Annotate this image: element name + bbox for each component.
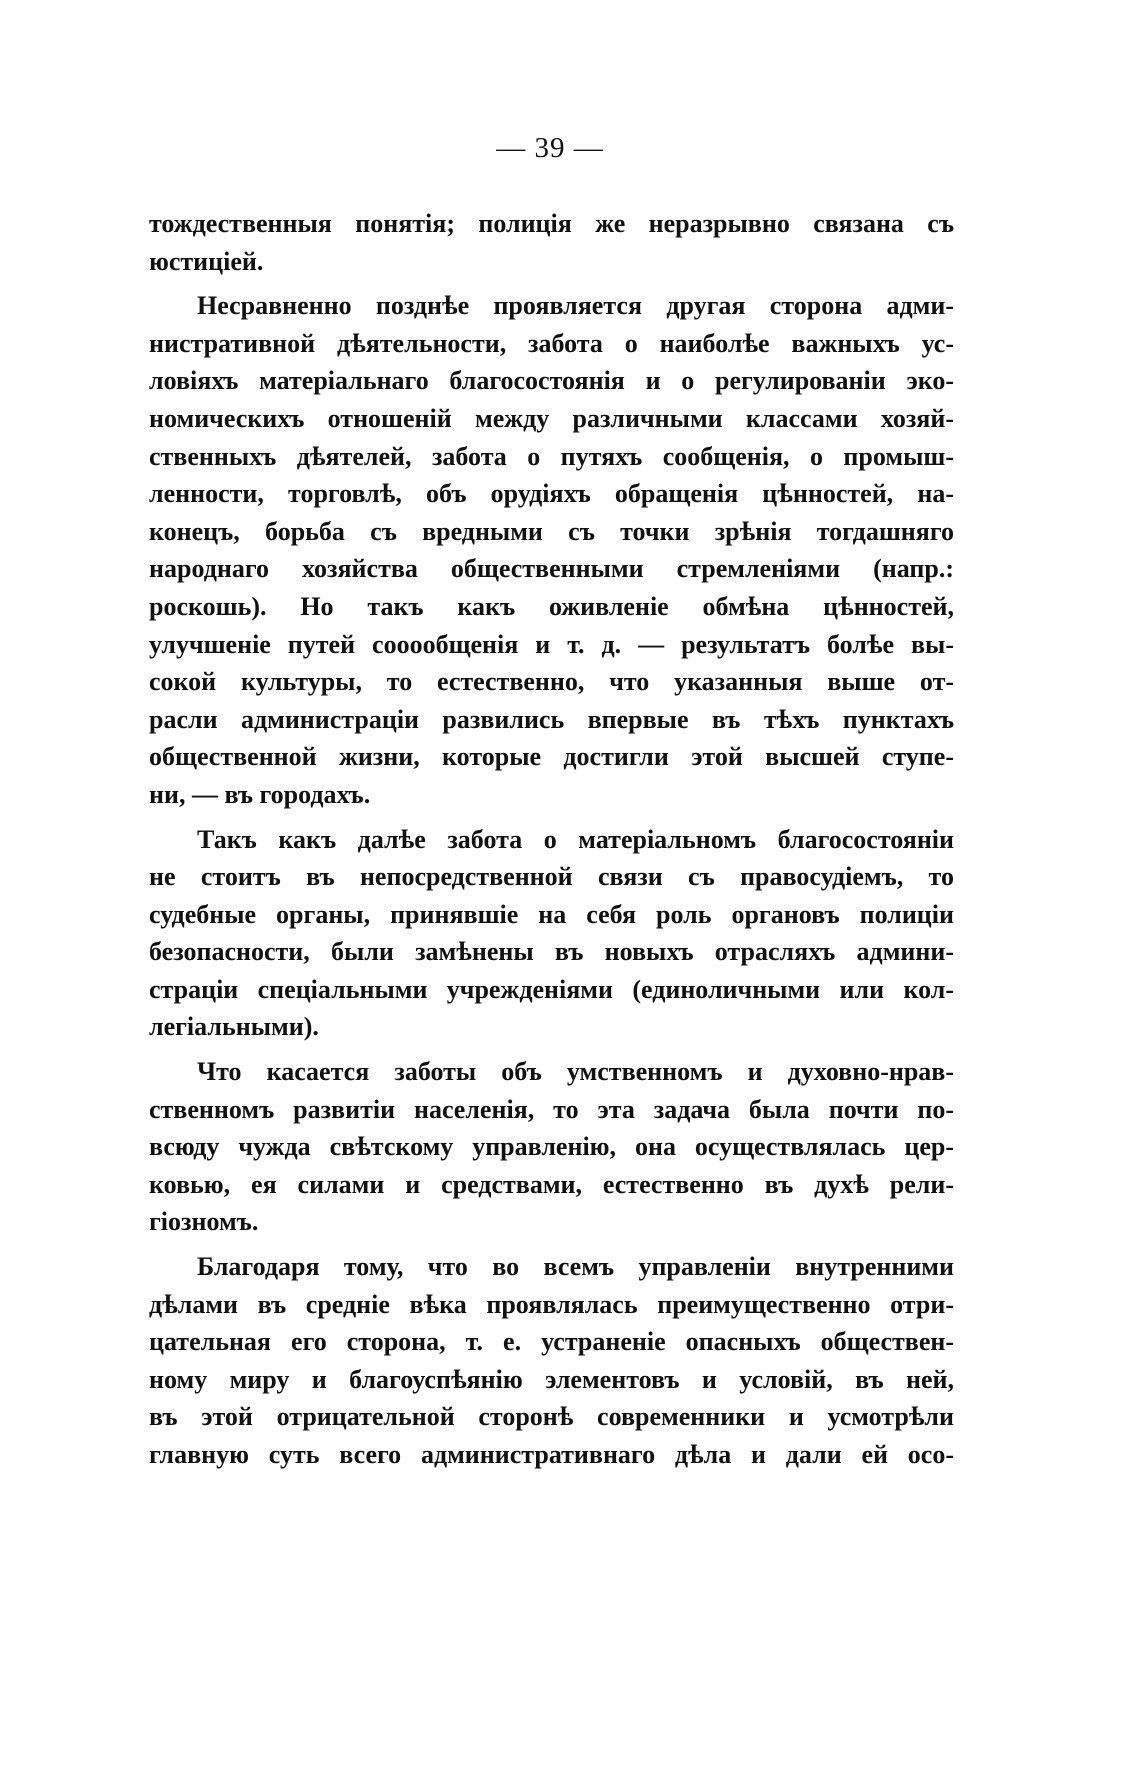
text-line: всюду чужда свѣтскому управленію, она осуществлялась цер- <box>149 1132 954 1162</box>
text-line: Благодаря тому, что во всемъ управленіи внутренними <box>197 1252 954 1282</box>
text-line: въ этой отрицательной сторонѣ современники и усмотрѣли <box>149 1402 954 1432</box>
text-line: безопасности, были замѣнены въ новыхъ отрасляхъ админи- <box>149 937 954 967</box>
text-line: главную суть всего административнаго дѣла и дали ей осо- <box>149 1440 954 1469</box>
text-line: расли администраціи развились впервые въ тѣхъ пунктахъ <box>149 704 954 734</box>
paragraph <box>149 1248 954 1474</box>
text-line: роскошь). Но такъ какъ оживленіе обмѣна цѣнностей, <box>149 591 954 621</box>
text-line: сокой культуры, то естественно, что указанныя выше от- <box>149 667 954 697</box>
text-line: судебные органы, принявшіе на себя роль органовъ полиціи <box>149 899 954 929</box>
paragraph <box>149 1053 954 1241</box>
text-line: ковью, ея силами и средствами, естественно въ духѣ рели- <box>149 1169 954 1199</box>
text-line: улучшеніе путей сооообщенія и т. д. — результатъ болѣе вы- <box>149 629 954 659</box>
text-line: Несравненно позднѣе проявляется другая сторона адми- <box>197 291 954 321</box>
text-line: номическихъ отношеній между различными классами хозяй- <box>149 403 954 433</box>
text-line: ственныхъ дѣятелей, забота о путяхъ сообщенія, о промыш- <box>149 441 954 471</box>
text-line: цательная его сторона, т. е. устраненіе опасныхъ обществен- <box>149 1327 954 1357</box>
text-line: ственномъ развитіи населенія, то эта задача была почти по- <box>149 1094 954 1124</box>
text-line: не стоитъ въ непосредственной связи съ правосудіемъ, то <box>149 862 954 892</box>
text-line: страціи спеціальными учрежденіями (единоличными или кол- <box>149 974 954 1004</box>
text-line: дѣлами въ средніе вѣка проявлялась преимущественно отри- <box>149 1289 954 1319</box>
text-line: Такъ какъ далѣе забота о матеріальномъ благосостояніи <box>197 824 954 854</box>
text-line: ни, — въ городахъ. <box>149 779 371 809</box>
paragraph <box>149 205 954 280</box>
text-line: народнаго хозяйства общественными стремленіями (напр.: <box>149 554 954 584</box>
paragraph <box>149 287 954 813</box>
text-line: нистративной дѣятельности, забота о наиболѣе важныхъ ус- <box>149 328 954 358</box>
text-line: конецъ, борьба съ вредными съ точки зрѣнія тогдашняго <box>149 516 954 546</box>
text-line: легіальными). <box>149 1012 319 1042</box>
text-line: Что касается заботы объ умственномъ и духовно-нрав- <box>197 1057 954 1087</box>
text-line: общественной жизни, которые достигли этой высшей ступе- <box>149 742 954 772</box>
paragraph <box>149 821 954 1047</box>
text-line: юстиціей. <box>149 246 264 276</box>
page-number: — 39 — <box>496 132 604 164</box>
text-line: тождественныя понятія; полиція же неразрывно связана съ <box>149 209 954 238</box>
text-line: гіозномъ. <box>149 1207 259 1237</box>
body-text <box>149 205 954 1474</box>
text-line: ленности, торговлѣ, объ орудіяхъ обращенія цѣнностей, на- <box>149 479 954 509</box>
text-line: ному миру и благоуспѣянію элементовъ и условій, въ ней, <box>149 1364 954 1394</box>
text-line: ловіяхъ матеріальнаго благосостоянія и о регулированіи эко- <box>149 366 954 396</box>
